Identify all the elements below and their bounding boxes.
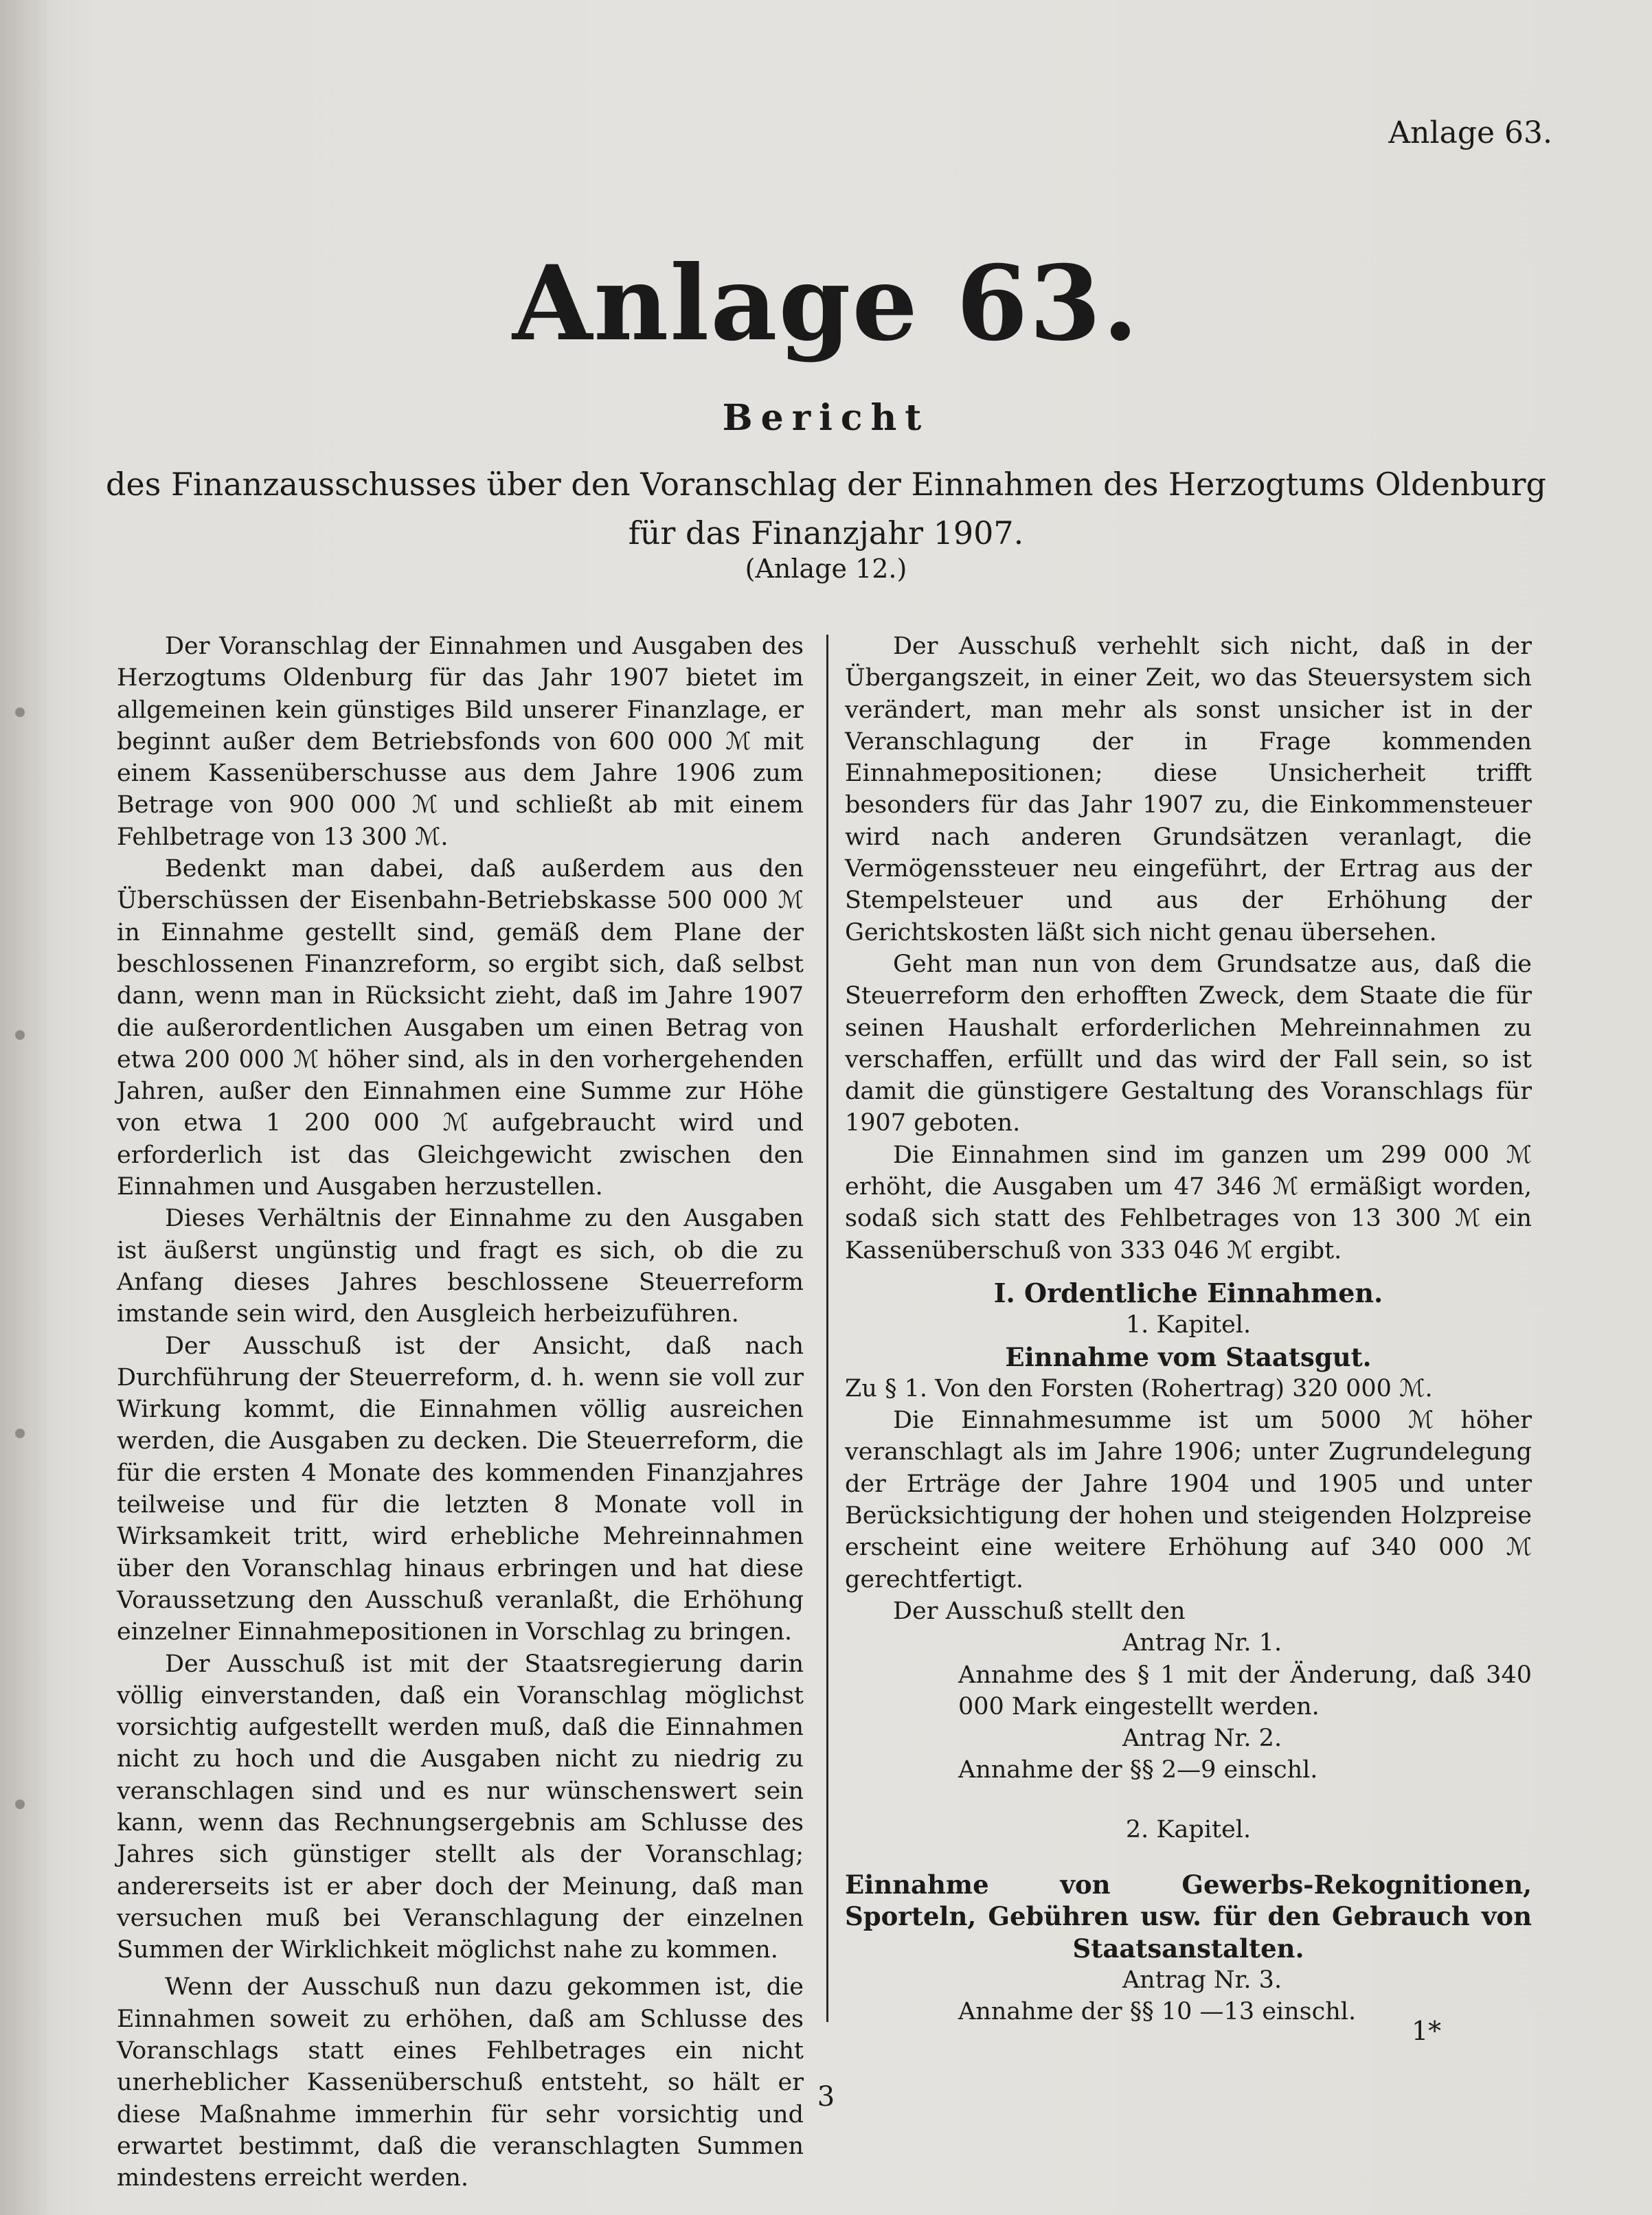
binding-hole <box>15 1030 25 1040</box>
motion-title: Antrag Nr. 2. <box>1122 1725 1282 1753</box>
paragraph: Dieses Verhältnis der Einnahme zu den Ausgaben ist äußerst ungünstig und fragt es sich, ob die zu Anfang dieses Jahres beschlossene Steuerreform imstande sein wird, den Ausgleich herbeizuführen. <box>117 1205 804 1328</box>
binding-hole <box>15 1429 25 1438</box>
paragraph: Bedenkt man dabei, daß außerdem aus den Überschüssen der Eisenbahn-Betriebskasse 500 000 ℳ in Einnahme gestellt sind, gemäß dem Plane der beschlossenen Finanzreform, so ergibt sich, daß selbst dann, wenn man in Rücksicht zieht, daß im Jahre 1907 die außerordentlichen Ausgaben um einen Betrag von etwa 200 000 ℳ höher sind, als in den vorhergehenden Jahren, außer den Einnahmen eine Summe zur Höhe von etwa 1 200 000 ℳ aufgebraucht wird und erforderlich ist das Gleichgewicht zwischen den Einnahmen und Ausgaben herzustellen. <box>117 855 804 1201</box>
page-number: 3 <box>817 2081 835 2113</box>
paragraph: Der Ausschuß verhehlt sich nicht, daß in der Übergangszeit, in einer Zeit, wo das Steuersystem sich verändert, man mehr als sonst unsicher ist in der Veranschlagung der in Frage kommenden Einnahmepositionen; diese Unsicherheit trifft besonders für das Jahr 1907 zu, die Einkommensteuer wird nach anderen Grundsätzen veranlagt, die Vermögenssteuer neu eingeführt, der Ertrag aus der Stempelsteuer und aus der Erhöhung der Gerichtskosten läßt sich nicht genau übersehen. <box>845 633 1532 946</box>
paragraph: Geht man nun von dem Grundsatze aus, daß die Steuerreform den erhofften Zweck, dem Staate die für seinen Haushalt erforderlichen Mehreinnahmen zu verschaffen, erfüllt und das wird der Fall sein, so ist damit die günstigere Gestaltung des Voranschlags für 1907 geboten. <box>845 950 1532 1137</box>
right-column <box>845 631 1532 2027</box>
header-label: Anlage 63. <box>1388 115 1552 150</box>
chapter-label: 2. Kapitel. <box>1125 1815 1252 1843</box>
anlage-reference: (Anlage 12.) <box>745 554 907 584</box>
subtitle-line-1: des Finanzausschusses über den Voranschlag der Einnahmen des Herzogtums Oldenburg <box>106 466 1546 503</box>
paragraph: Die Einnahmen sind im ganzen um 299 000 ℳ erhöht, die Ausgaben um 47 346 ℳ ermäßigt worden, sodaß sich statt des Fehlbetrages von 13 300 ℳ ein Kassenüberschuß von 333 046 ℳ ergibt. <box>845 1141 1532 1264</box>
signature-mark: 1* <box>1412 2016 1442 2046</box>
paragraph: Der Voranschlag der Einnahmen und Ausgaben des Herzogtums Oldenburg für das Jahr 1907 bietet im allgemeinen kein günstiges Bild unserer Finanzlage, er beginnt außer dem Betriebsfonds von 600 000 ℳ mit einem Kassenüberschusse aus dem Jahre 1906 zum Betrage von 900 000 ℳ und schließt ab mit einem Fehlbetrage von 13 300 ℳ. <box>117 633 804 851</box>
binding-hole <box>15 1799 25 1809</box>
subtitle-line-2: für das Finanzjahr 1907. <box>628 514 1024 552</box>
motion-title: Antrag Nr. 3. <box>1122 1966 1282 1994</box>
motion-text: Annahme der §§ 2—9 einschl. <box>958 1756 1318 1784</box>
paragraph: Der Ausschuß stellt den <box>893 1597 1186 1625</box>
column-divider <box>826 635 828 2022</box>
chapter-title: Einnahme vom Staatsgut. <box>1005 1341 1372 1372</box>
report-heading: Bericht <box>722 397 930 439</box>
binding-hole <box>15 707 25 717</box>
page-title: Anlage 63. <box>512 243 1140 364</box>
section-heading: I. Ordentliche Einnahmen. <box>993 1277 1383 1308</box>
report-subtitle <box>0 460 1652 558</box>
paragraph: Der Ausschuß ist der Ansicht, daß nach Durchführung der Steuerreform, d. h. wenn sie voll zur Wirkung kommt, die Einnahmen völlig ausreichen werden, die Ausgaben zu decken. Die Steuerreform, die für die ersten 4 Monate des kommenden Finanzjahres teilweise und für die letzten 8 Monate voll in Wirksamkeit tritt, wird erhebliche Mehreinnahmen über den Voranschlag hinaus erbringen und hat diese Voraussetzung den Ausschuß veranlaßt, die Erhöhung einzelner Einnahmepositionen in Vorschlag zu bringen. <box>117 1332 804 1646</box>
paragraph: Wenn der Ausschuß nun dazu gekommen ist, die Einnahmen soweit zu erhöhen, daß am Schlusse des Voranschlags statt eines Fehlbetrages ein nicht unerheblicher Kassenüberschuß entsteht, so hält er diese Maßnahme immerhin für sehr vorsichtig und erwartet bestimmt, daß die veranschlagten Summen mindestens erreicht werden. <box>117 1973 804 2192</box>
paragraph: Der Ausschuß ist mit der Staatsregierung darin völlig einverstanden, daß ein Voranschlag möglichst vorsichtig aufgestellt werden muß, daß die Einnahmen nicht zu hoch und die Ausgaben nicht zu niedrig zu veranschlagen sind und es nur wünschenswert sein kann, wenn das Rechnungsergebnis am Schlusse des Jahres sich günstiger stellt als der Voranschlag; andererseits ist er aber doch der Meinung, daß man versuchen muß bei Veranschlagung der einzelnen Summen der Wirklichkeit möglichst nahe zu kommen. <box>117 1650 804 1964</box>
left-column <box>117 631 804 2194</box>
motion-title: Antrag Nr. 1. <box>1122 1629 1282 1657</box>
paragraph-section-ref: Zu § 1. Von den Forsten (Rohertrag) 320 000 ℳ. <box>845 1374 1433 1402</box>
chapter-title: Einnahme von Gewerbs-Rekognitionen, Sporteln, Gebühren usw. für den Gebrauch von Staatsanstalten. <box>845 1869 1532 1964</box>
motion-text: Annahme des § 1 mit der Änderung, daß 340 000 Mark eingestellt werden. <box>958 1661 1532 1720</box>
paragraph: Die Einnahmesumme ist um 5000 ℳ höher veranschlagt als im Jahre 1906; unter Zugrundelegung der Erträge der Jahre 1904 und 1905 und unter Berücksichtigung der hohen und steigenden Holzpreise erscheint eine weitere Erhöhung auf 340 000 ℳ gerechtfertigt. <box>845 1407 1532 1593</box>
chapter-label: 1. Kapitel. <box>1125 1311 1252 1339</box>
motion-text: Annahme der §§ 10 —13 einschl. <box>958 1998 1357 2026</box>
